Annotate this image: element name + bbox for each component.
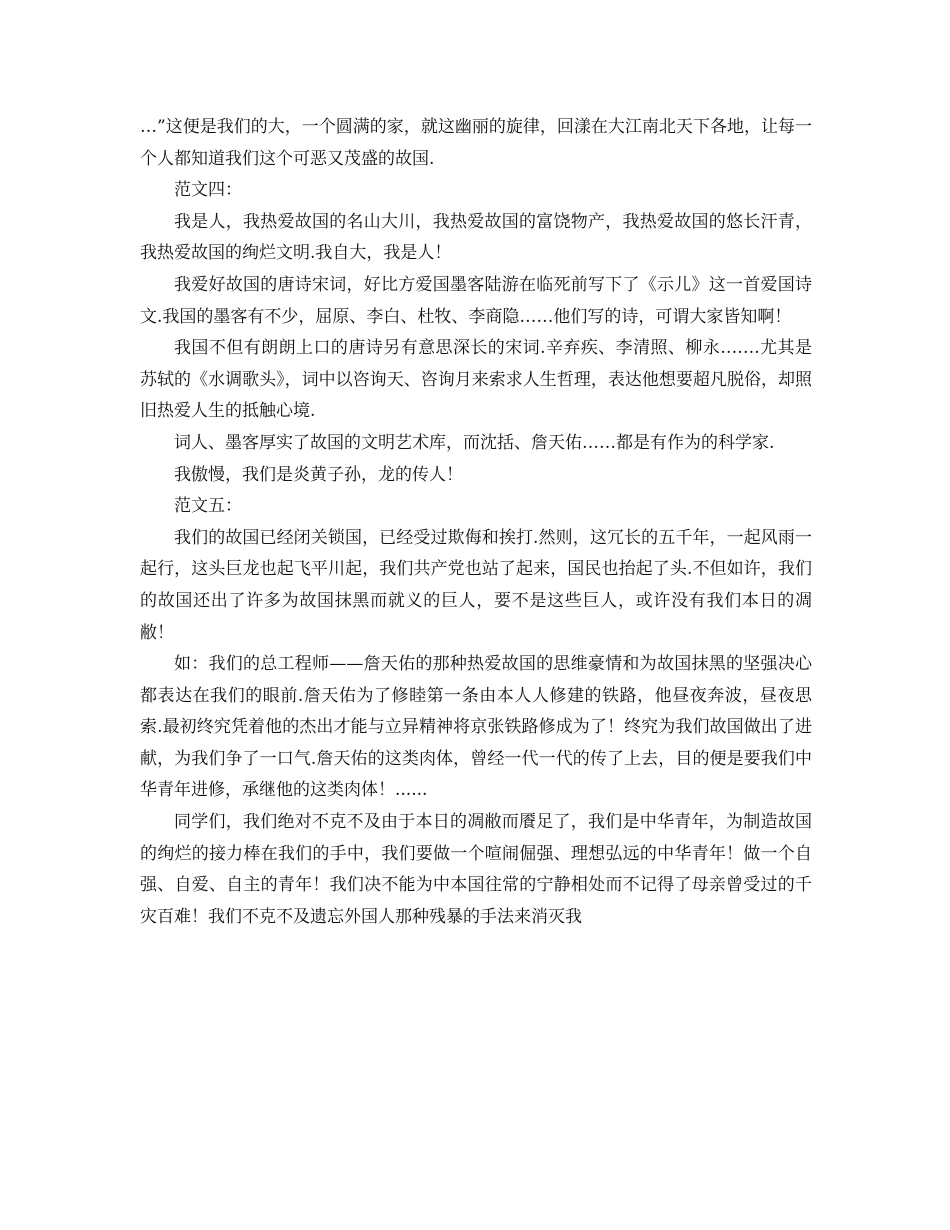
paragraph: 如：我们的总工程师——詹天佑的那种热爱故国的思维豪情和为故国抹黑的坚强决心都表达在我们的眼前.詹天佑为了修睦第一条由本人人修建的铁路，他昼夜奔波，昼夜思索.最初终究凭着他的杰出才能与立异精神将京张铁路修成为了！终究为我们故国做出了进献，为我们争了一口气.詹天佑的这类肉体，曾经一代一代的传了上去，目的便是要我们中华青年进修，承继他的这类肉体！...... bbox=[140, 654, 812, 801]
document-page bbox=[140, 112, 812, 933]
paragraph: 我傲慢，我们是炎黄子孙，龙的传人！ bbox=[174, 464, 463, 485]
paragraph: 词人、墨客厚实了故国的文明艺术库，而沈括、詹天佑……都是有作为的科学家. bbox=[174, 432, 775, 453]
paragraph-continuation: …”这便是我们的大，一个圆满的家，就这幽丽的旋律，回漾在大江南北天下各地，让每一个人都知道我们这个可恶又茂盛的故国. bbox=[140, 117, 812, 169]
paragraph: 我是人，我热爱故国的名山大川，我热爱故国的富饶物产，我热爱故国的悠长汗青，我热爱故国的绚烂文明.我自大，我是人！ bbox=[140, 211, 812, 264]
section-heading-fanwen-4: 范文四： bbox=[174, 180, 242, 201]
paragraph: 我国不但有朗朗上口的唐诗另有意思深长的宋词.辛弃疾、李清照、柳永…….尤其是苏轼的《水调歌头》，词中以咨询天、咨询月来索求人生哲理，表达他想要超凡脱俗，却照旧热爱人生的抵触心境. bbox=[140, 338, 812, 422]
section-heading-fanwen-5: 范文五： bbox=[174, 496, 242, 517]
paragraph: 我们的故国已经闭关锁国，已经受过欺侮和挨打.然则，这冗长的五千年，一起风雨一起行，这头巨龙也起飞平川起，我们共产党也站了起来，国民也抬起了头.不但如许，我们的故国还出了许多为故国抹黑而就义的巨人，要不是这些巨人，或许没有我们本日的凋敝！ bbox=[140, 527, 812, 643]
paragraph: 我爱好故国的唐诗宋词，好比方爱国墨客陆游在临死前写下了《示儿》这一首爱国诗文.我国的墨客有不少，屈原、李白、杜牧、李商隐……他们写的诗，可谓大家皆知啊！ bbox=[140, 274, 812, 327]
paragraph: 同学们，我们绝对不克不及由于本日的凋敝而餍足了，我们是中华青年，为制造故国的绚烂的接力棒在我们的手中，我们要做一个喧闹倔强、理想弘远的中华青年！做一个自强、自爱、自主的青年！我们决不能为中本国往常的宁静相处而不记得了母亲曾受过的千灾百难！我们不克不及遗忘外国人那种残暴的手法来消灭我 bbox=[140, 812, 812, 927]
